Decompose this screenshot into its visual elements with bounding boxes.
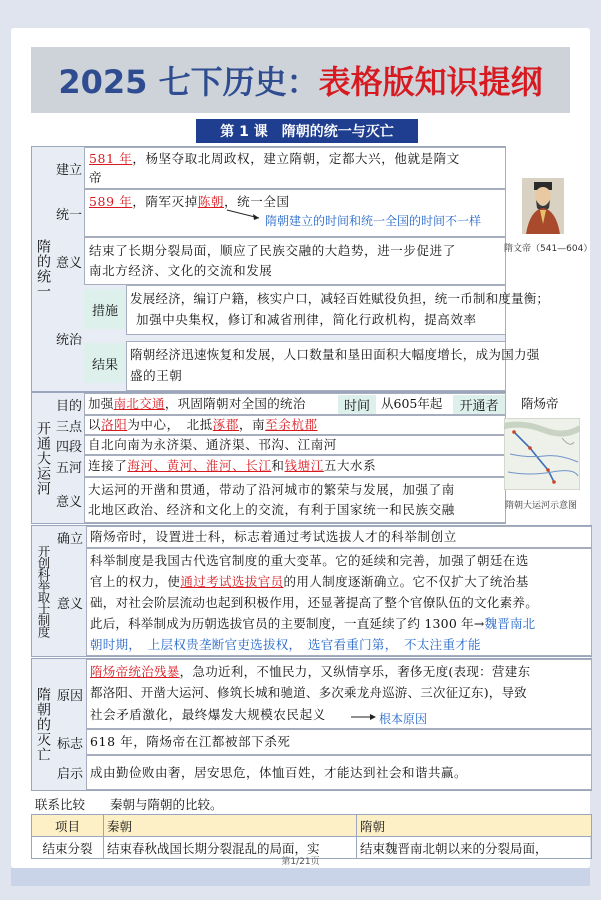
section-unification-label: 隋的统一 <box>35 239 51 299</box>
yiyi-1-line-1: 结束了长期分裂局面，顺应了民族交融的大趋势，进一步促进了 <box>89 243 456 258</box>
cell-yiyi-3 <box>86 548 592 656</box>
section-imperial-exam-label: 开创科举取士制度 <box>36 545 51 637</box>
map-caption: 隋朝大运河示意图 <box>505 501 578 511</box>
cell-yiyi-2 <box>84 477 506 523</box>
queli-line: 隋炀帝时，设置进士科，标志着通过考试选拔人才的科举制创立 <box>90 529 457 544</box>
cuoshi-line-2: 加强中央集权，修订和减省刑律，简化行政机构，提高效率 <box>136 312 477 327</box>
shijian-value: 从605年起 <box>381 396 443 411</box>
section-grand-canal <box>31 392 506 524</box>
page-number: 第1/21页 <box>281 857 320 867</box>
cell-biaozhi <box>86 729 592 755</box>
yiyi-3-line-1: 科举制度是我国古代选官制度的重大变革。它的延续和完善，加强了朝廷在选 <box>90 553 529 568</box>
yiyi-2-line-2: 北地区政治、经济和文化上的交流，有利于国家统一和民族交融 <box>88 502 455 517</box>
jianli-line-1: 581 年，杨坚夺取北周政权，建立隋朝，定都大兴，他就是隋文 <box>89 151 460 166</box>
yiyi-3-line-4: 此后，科举制成为历朝选拔官员的主要制度，一直延续了约 1300 年→魏晋南北 <box>90 616 536 631</box>
compare-col-qin: 秦朝 <box>104 815 357 837</box>
compare-heading: 联系比较 秦朝与隋朝的比较。 <box>35 797 223 812</box>
label-kaitong: 开通者 <box>453 395 505 414</box>
label-tongyi: 统一 <box>55 207 82 223</box>
label-cuoshi: 措施 <box>84 289 126 329</box>
label-wuhe: 五河 <box>55 460 82 476</box>
cell-wuhe <box>84 455 506 477</box>
section-grand-canal-label: 开通大运河 <box>35 420 51 496</box>
compare-table <box>31 814 592 859</box>
label-jianli: 建立 <box>55 162 82 178</box>
kaitong-value: 隋炀帝 <box>521 396 559 411</box>
jieguo-line-2: 盛的王朝 <box>130 368 183 383</box>
cell-siduan <box>84 435 506 455</box>
siduan-line: 自北向南为永济渠、通济渠、邗沟、江南河 <box>88 437 337 452</box>
label-queli: 确立 <box>56 531 83 547</box>
cell-yiyi-1 <box>84 237 506 285</box>
yuanyin-line-2: 都洛阳、开凿大运河、修筑长城和驰道、多次乘龙舟巡游、三次征辽东)，导致 <box>90 685 527 700</box>
cell-mudi <box>84 393 506 415</box>
label-yiyi-1: 意义 <box>55 255 82 271</box>
yiyi-2-line-1: 大运河的开凿和贯通，带动了沿河城市的繁荣与发展，加强了南 <box>88 482 455 497</box>
wuhe-line: 连接了海河、黄河、淮河、长江和钱塘江五大水系 <box>88 458 377 473</box>
label-yiyi-3: 意义 <box>56 596 83 612</box>
tongyi-line: 589 年，隋军灭掉陈朝，统一全国 <box>89 194 290 209</box>
label-mudi: 目的 <box>55 398 82 414</box>
compare-row1-item: 结束分裂 <box>32 837 104 859</box>
label-yuanyin: 原因 <box>56 688 83 704</box>
label-biaozhi: 标志 <box>56 736 83 752</box>
label-siduan: 四段 <box>55 439 82 455</box>
cell-tongyi <box>84 189 506 237</box>
compare-col-sui: 隋朝 <box>357 815 592 837</box>
sandian-line: 以洛阳为中心， 北抵涿郡，南至余杭郡 <box>88 417 318 432</box>
label-tongzhi: 统治 <box>55 332 82 348</box>
cell-sandian <box>84 415 506 435</box>
cell-qishi <box>86 755 592 790</box>
yuanyin-line-1: 隋炀帝统治残暴，急功近利，不恤民力，又纵情享乐，奢侈无度(表现：营建东 <box>90 664 531 679</box>
yuanyin-line-3: 社会矛盾激化，最终爆发大规模农民起义 <box>90 707 326 722</box>
tongyi-note: 隋朝建立的时间和统一全国的时间不一样 <box>265 214 482 228</box>
jianli-line-2: 帝 <box>89 170 103 185</box>
compare-row1-sui: 结束魏晋南北朝以来的分裂局面， <box>357 837 592 859</box>
section-fall <box>31 658 592 791</box>
label-sandian: 三点 <box>55 419 82 435</box>
label-shijian: 时间 <box>338 395 376 414</box>
portrait-image <box>522 178 564 234</box>
bottom-bar <box>11 868 590 886</box>
mudi-line: 加强南北交通，巩固隋朝对全国的统治 <box>88 396 306 411</box>
lesson-title: 第 1 课 隋朝的统一与灭亡 <box>196 119 418 143</box>
cell-jianli <box>84 147 506 189</box>
cuoshi-line-1: 发展经济，编订户籍，核实户口，减轻百姓赋役负担，统一币制和度量衡； <box>130 291 550 306</box>
compare-row1-qin: 结束春秋战国长期分裂混乱的局面，实 <box>104 837 357 859</box>
title-part-1: 2025 七下历史： <box>58 63 319 101</box>
portrait-caption: 隋文帝（541—604） <box>504 244 593 254</box>
title-banner <box>31 47 570 113</box>
jieguo-line-1: 隋朝经济迅速恢复和发展，人口数量和垦田面积大幅度增长，成为国力强 <box>130 347 540 362</box>
yiyi-3-line-2: 官上的权力，使通过考试选拔官员的用人制度逐渐确立。它不仅扩大了统治基 <box>90 574 529 589</box>
yiyi-1-line-2: 南北方经济、文化的交流和发展 <box>89 263 273 278</box>
cell-queli <box>86 526 592 548</box>
yuanyin-note: 根本原因 <box>379 712 428 726</box>
arrow-icon <box>225 208 265 222</box>
compare-col-item: 项目 <box>32 815 104 837</box>
label-qishi: 启示 <box>56 767 83 782</box>
label-jieguo: 结果 <box>84 343 126 383</box>
title-part-2: 表格版知识提纲 <box>318 63 543 101</box>
yiyi-3-line-3: 础，对社会阶层流动也起到积极作用，还显著提高了整个官僚队伍的文化素养。 <box>90 595 539 610</box>
qishi-line: 成由勤俭败由奢，居安思危，体恤百姓，才能达到社会和谐共赢。 <box>90 765 468 780</box>
yiyi-3-line-5: 朝时期， 上层权贵垄断官吏选拔权， 选官看重门第， 不太注重才能 <box>90 637 481 652</box>
table-row <box>32 815 592 837</box>
cell-yuanyin <box>86 659 592 729</box>
cell-jieguo <box>126 341 540 391</box>
section-fall-label: 隋朝的灭亡 <box>35 687 51 762</box>
document-page <box>11 28 593 868</box>
canal-map-image <box>504 418 580 490</box>
arrow-icon <box>349 710 379 724</box>
label-yiyi-2: 意义 <box>55 494 82 510</box>
section-imperial-exam <box>31 525 592 657</box>
biaozhi-line: 618 年，隋炀帝在江都被部下杀死 <box>90 734 291 749</box>
cell-cuoshi <box>126 285 550 335</box>
